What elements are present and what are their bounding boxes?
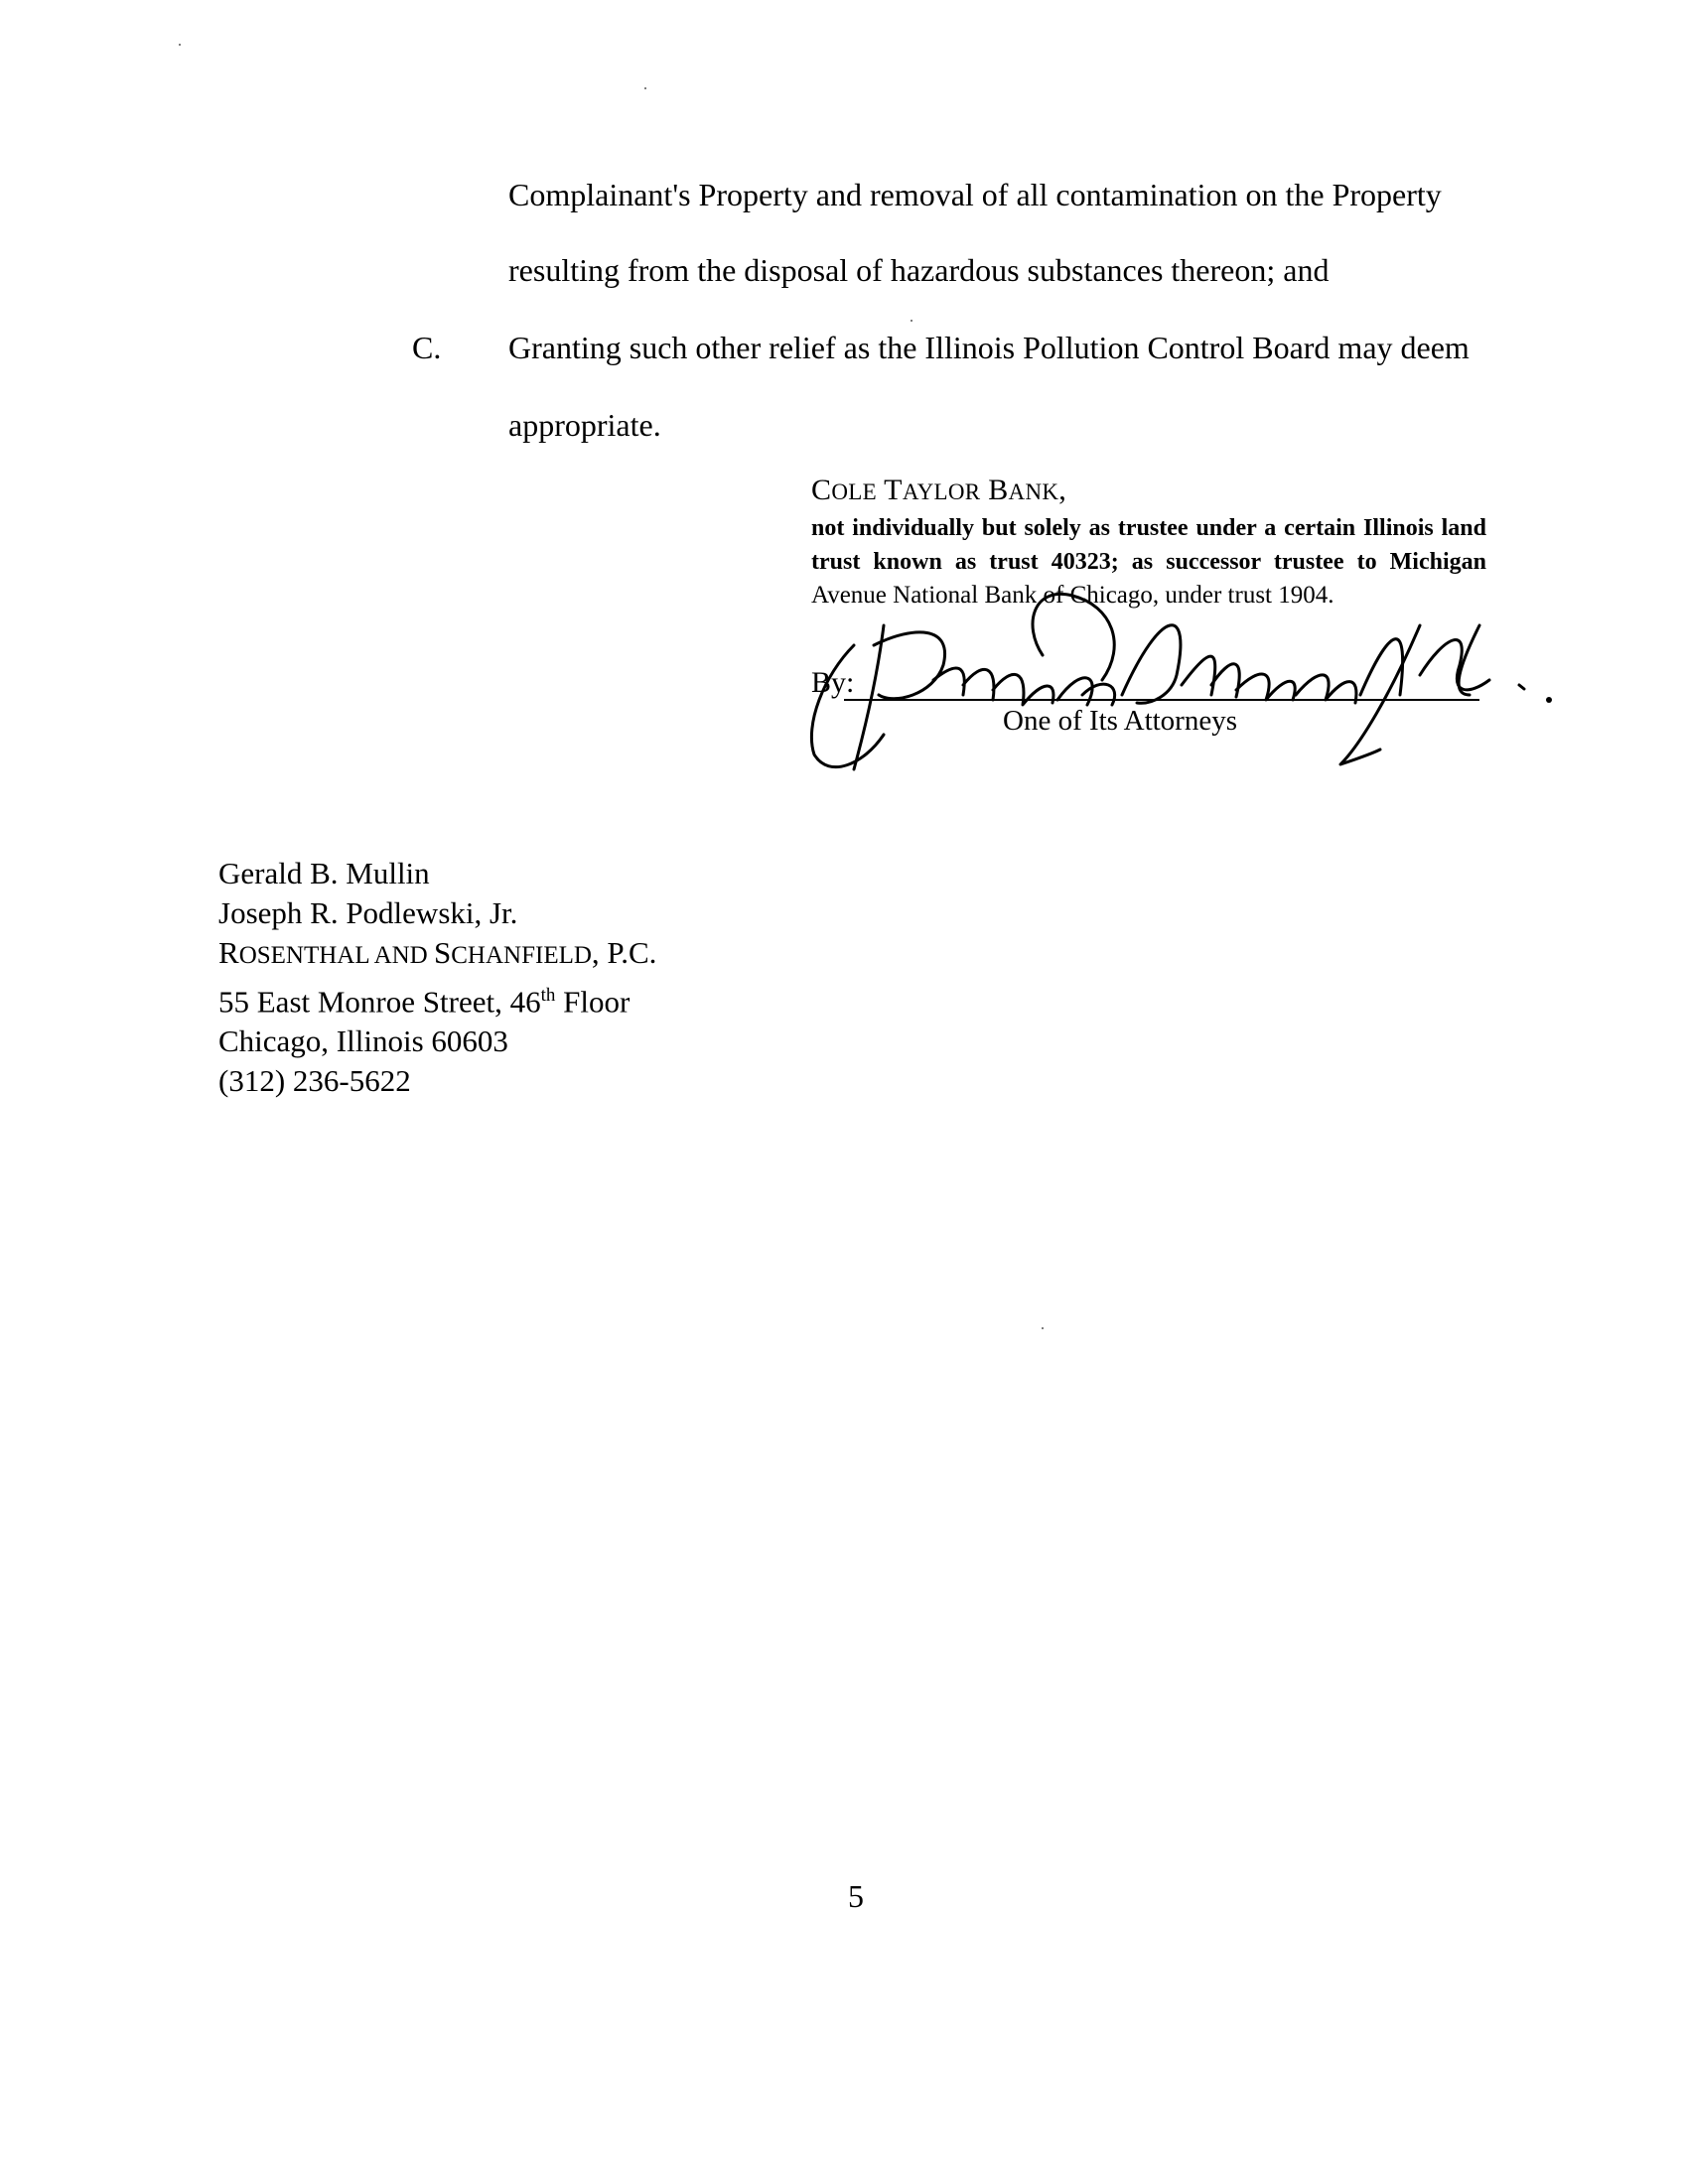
capacity-line-3: Avenue National Bank of Chicago, under trust 1904. xyxy=(811,582,1334,609)
counsel-block xyxy=(218,854,656,1101)
capacity-line-2: trust known as trust 40323; as successor trustee to Michigan xyxy=(811,549,1486,575)
capacity-line-1: not individually but solely as trustee under a certain Illinois land xyxy=(811,515,1486,541)
scan-speck xyxy=(179,44,181,46)
scan-speck xyxy=(1042,1327,1044,1329)
attorney-name-2: Joseph R. Podlewski, Jr. xyxy=(218,895,518,930)
city-state-zip: Chicago, Illinois 60603 xyxy=(218,1024,508,1059)
page-number: 5 xyxy=(848,1878,864,1914)
handwritten-signature xyxy=(784,586,1559,784)
signer-title: One of Its Attorneys xyxy=(1003,705,1237,737)
attorney-name-1: Gerald B. Mullin xyxy=(218,856,430,890)
item-c-line-1: Granting such other relief as the Illinois Pollution Control Board may deem xyxy=(508,330,1470,365)
by-label: By: xyxy=(811,666,855,699)
paragraph-b-line-2: resulting from the disposal of hazardous substances thereon; and xyxy=(508,252,1330,288)
phone-number: (312) 236-5622 xyxy=(218,1063,411,1099)
scan-speck xyxy=(644,87,646,89)
bank-name: COLE TAYLOR BANK, xyxy=(811,474,1067,506)
item-c-line-2: appropriate. xyxy=(508,407,661,443)
paragraph-b-line-1: Complainant's Property and removal of all contamination on the Property xyxy=(508,177,1442,212)
street-address: 55 East Monroe Street, 46th Floor xyxy=(218,984,631,1020)
law-firm-name: ROSENTHAL AND SCHANFIELD, P.C. xyxy=(218,935,657,970)
item-c-marker: C. xyxy=(412,330,442,365)
scan-speck xyxy=(911,320,912,322)
